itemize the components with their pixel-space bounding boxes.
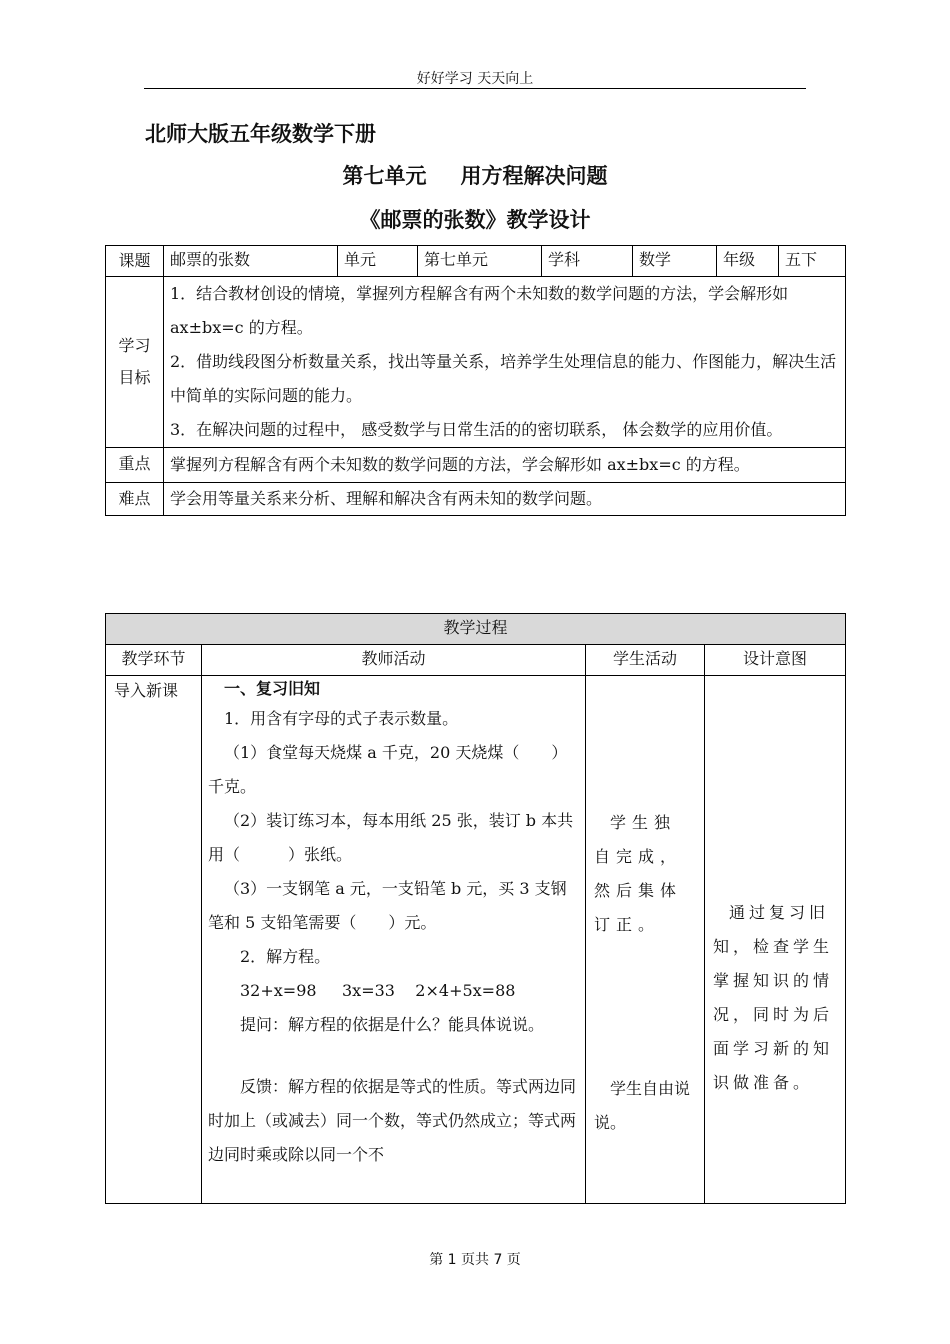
difficulty-text: 学会用等量关系来分析、理解和解决含有两未知的数学问题。 xyxy=(164,483,846,516)
unit-title-right: 用方程解决问题 xyxy=(460,164,608,188)
stage-cell: 导入新课 xyxy=(106,676,202,1204)
header-rule xyxy=(144,88,806,89)
key-label: 重点 xyxy=(106,448,164,483)
subject-value: 数学 xyxy=(633,246,717,277)
col-header-student: 学生活动 xyxy=(586,645,705,676)
key-text: 掌握列方程解含有两个未知数的数学问题的方法，学会解形如 ax±bx=c 的方程。 xyxy=(170,455,750,474)
lesson-title: 《邮票的张数》教学设计 xyxy=(359,208,591,232)
grade-label: 年级 xyxy=(717,246,779,277)
unit-label: 单元 xyxy=(338,246,418,277)
process-banner: 教学过程 xyxy=(106,614,846,645)
grade-value: 五下 xyxy=(779,246,846,277)
question-1: 1．用含有字母的式子表示数量。 xyxy=(224,709,459,728)
goals-label xyxy=(106,277,164,448)
book-title: 北师大版五年级数学下册 xyxy=(145,122,376,146)
blank-line xyxy=(208,1042,579,1070)
info-table xyxy=(105,245,846,516)
goal-item: 1．结合教材创设的情境，掌握列方程解含有两个未知数的数学问题的方法，学会解形如 ax±bx=c 的方程。 xyxy=(170,284,789,337)
unit-value: 第七单元 xyxy=(418,246,542,277)
goal-item: 2．借助线段图分析数量关系，找出等量关系，培养学生处理信息的能力、作图能力，解决生活中简单的实际问题的能力。 xyxy=(170,352,837,405)
teacher-question: 提问：解方程的依据是什么？能具体说说。 xyxy=(240,1015,545,1034)
teacher-activity xyxy=(202,676,586,1204)
goals-label-line2: 目标 xyxy=(118,368,151,387)
teacher-feedback: 反馈：解方程的依据是等式的性质。等式两边同时加上（或减去）同一个数，等式仍然成立；等式两边同时乘或除以同一个不 xyxy=(208,1077,577,1164)
design-intent xyxy=(705,676,846,1204)
unit-title-left: 第七单元 xyxy=(342,164,427,188)
process-table xyxy=(105,613,846,1204)
section-heading: 一、复习旧知 xyxy=(224,679,321,698)
col-header-teacher: 教师活动 xyxy=(202,645,586,676)
question-2: 2．解方程。 xyxy=(240,947,331,966)
equations: 32+x=98 3x=33 2×4+5x=88 xyxy=(240,981,516,1000)
topic-value: 邮票的张数 xyxy=(164,246,338,277)
goals-label-line1: 学习 xyxy=(118,336,151,355)
col-header-intent: 设计意图 xyxy=(705,645,846,676)
subject-label: 学科 xyxy=(542,246,633,277)
goal-item: 3．在解决问题的过程中， 感受数学与日常生活的的密切联系， 体会数学的应用价值。 xyxy=(170,420,783,439)
question-1a: （1）食堂每天烧煤 a 千克，20 天烧煤（ ）千克。 xyxy=(208,743,568,796)
page-footer: 第 1 页共 7 页 xyxy=(429,1252,521,1268)
page-header: 好好学习 天天向上 xyxy=(416,71,534,87)
question-1b: （2）装订练习本，每本用纸 25 张，装订 b 本共用（ ）张纸。 xyxy=(208,811,574,864)
topic-label: 课题 xyxy=(106,246,164,277)
difficulty-label: 难点 xyxy=(106,483,164,516)
design-intent-text: 通过复习旧知，检查学生掌握知识的情况，同时为后面学习新的知识做准备。 xyxy=(713,903,834,1092)
student-activity-1: 学生独自完成，然后集体订正。 xyxy=(594,813,683,934)
unit-title xyxy=(0,160,950,190)
student-activity xyxy=(586,676,705,1204)
col-header-stage: 教学环节 xyxy=(106,645,202,676)
question-1c: （3）一支钢笔 a 元，一支铅笔 b 元，买 3 支钢笔和 5 支铅笔需要（ ）元。 xyxy=(208,879,567,932)
goals-content xyxy=(164,277,846,448)
student-activity-2: 学生自由说说。 xyxy=(594,1079,691,1132)
key-content xyxy=(164,448,846,483)
